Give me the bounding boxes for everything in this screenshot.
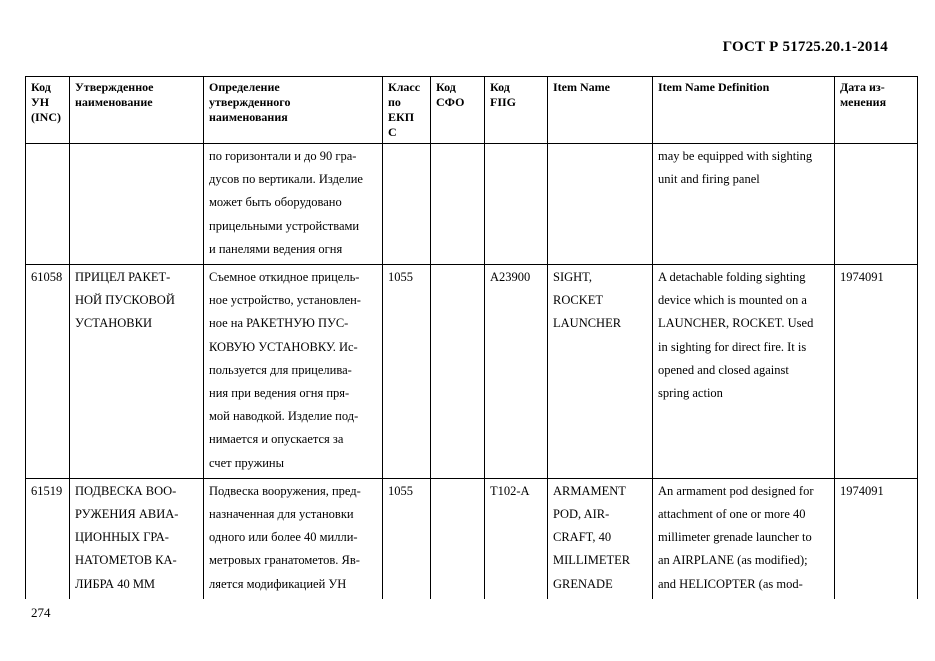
table-row [26,144,918,265]
table-row [26,478,918,599]
cell-line: ПРИЦЕЛ РАКЕТ- [75,270,171,285]
cell-line: in sighting for direct fire. It is [658,339,807,354]
cell-class: 1055 [383,265,431,479]
cell-class [383,144,431,265]
cell-line: мой наводкой. Изделие под- [209,409,359,424]
cell-line: LAUNCHER, ROCKET. Used [658,316,814,331]
cell-item-definition [653,265,835,479]
cell-fiig: T102-A [485,478,548,599]
cell-definition [204,144,383,265]
header-line: менения [840,95,887,109]
cell-item-name [548,265,653,479]
classification-table [25,76,918,599]
cell-definition [204,265,383,479]
cell-line: назначенная для установки [209,507,354,522]
cell-line: and HELICOPTER (as mod- [658,576,803,591]
cell-line: device which is mounted on a [658,293,807,308]
cell-line: ляется модификацией УН [209,576,347,591]
cell-line: УСТАНОВКИ [75,316,152,331]
cell-line: и панелями ведения огня [209,241,343,256]
cell-code [26,144,70,265]
header-line: утвержденного [209,95,291,109]
cell-line: одного или более 40 милли- [209,530,358,545]
cell-approved-name [70,478,204,599]
cell-sfo [431,478,485,599]
header-line: Дата из- [840,80,885,94]
cell-code: 61519 [26,478,70,599]
cell-line: КОВУЮ УСТАНОВКУ. Ис- [209,339,358,354]
header-row [26,77,918,144]
header-line: FIIG [490,95,517,109]
header-line: по [388,95,401,109]
cell-line: an AIRPLANE (as modified); [658,553,808,568]
header-line: (INC) [31,110,61,124]
cell-line: ARMAMENT [553,483,626,498]
cell-fiig: A23900 [485,265,548,479]
cell-item-name [548,144,653,265]
cell-line: Подвеска вооружения, пред- [209,483,361,498]
header-line: Item Name [553,80,610,94]
col-header-definition [204,77,383,144]
cell-approved-name [70,265,204,479]
header-line: СФО [436,95,465,109]
cell-line: ROCKET [553,293,603,308]
cell-line: unit and firing panel [658,172,760,187]
header-line: Определение [209,80,280,94]
cell-line: метровых гранатометов. Яв- [209,553,360,568]
cell-change-date [835,144,918,265]
cell-line: ПОДВЕСКА ВОО- [75,483,177,498]
col-header-item-definition [653,77,835,144]
header-line: ЕКП [388,110,415,124]
cell-line: может быть оборудовано [209,195,342,210]
cell-line: ЛИБРА 40 ММ [75,576,156,591]
header-line: Item Name Definition [658,80,770,94]
cell-line: ное на РАКЕТНУЮ ПУС- [209,316,349,331]
cell-line: прицельными устройствами [209,218,360,233]
cell-approved-name [70,144,204,265]
cell-line: spring action [658,386,723,401]
cell-line: пользуется для прицелива- [209,362,352,377]
col-header-approved-name [70,77,204,144]
cell-line: НАТОМЕТОВ КА- [75,553,177,568]
cell-line: Съемное откидное прицель- [209,270,360,285]
col-header-item-name [548,77,653,144]
cell-line: may be equipped with sighting [658,149,813,163]
col-header-sfo [431,77,485,144]
cell-line: millimeter grenade launcher to [658,530,812,545]
cell-line: attachment of one or more 40 [658,507,806,522]
header-line: С [388,125,397,139]
cell-line: нимается и опускается за [209,432,344,447]
document-header: ГОСТ Р 51725.20.1-2014 [722,39,888,55]
cell-line: ЦИОННЫХ ГРА- [75,530,169,545]
cell-line: POD, AIR- [553,507,610,522]
header-line: Код [436,80,456,94]
cell-definition [204,478,383,599]
header-line: Код [31,80,51,94]
cell-sfo [431,265,485,479]
cell-line: дусов по вертикали. Изделие [209,172,363,187]
cell-item-definition [653,478,835,599]
header-line: Класс [388,80,421,94]
cell-line: РУЖЕНИЯ АВИА- [75,507,179,522]
cell-class: 1055 [383,478,431,599]
cell-line: CRAFT, 40 [553,530,612,545]
col-header-code [26,77,70,144]
cell-line: ное устройство, установлен- [209,293,361,308]
cell-item-definition [653,144,835,265]
cell-change-date: 1974091 [835,478,918,599]
page-number: 274 [31,605,51,620]
cell-change-date: 1974091 [835,265,918,479]
col-header-fiig [485,77,548,144]
cell-line: opened and closed against [658,362,789,377]
cell-code: 61058 [26,265,70,479]
header-line: Утвержденное [75,80,154,94]
table-row [26,265,918,479]
cell-line: SIGHT, [553,270,593,285]
cell-line: НОЙ ПУСКОВОЙ [75,293,175,308]
cell-line: GRENADE [553,576,613,591]
cell-line: по горизонтали и до 90 гра- [209,149,357,163]
cell-line: MILLIMETER [553,553,631,568]
header-line: Код [490,80,510,94]
cell-sfo [431,144,485,265]
cell-line: ния при ведения огня пря- [209,386,350,401]
header-line: наименования [209,110,288,124]
cell-fiig [485,144,548,265]
cell-line: LAUNCHER [553,316,622,331]
cell-item-name [548,478,653,599]
col-header-class [383,77,431,144]
cell-line: A detachable folding sighting [658,270,806,285]
header-line: УН [31,95,50,109]
header-line: наименование [75,95,153,109]
cell-line: счет пружины [209,455,284,470]
cell-line: An armament pod designed for [658,483,814,498]
col-header-change-date [835,77,918,144]
